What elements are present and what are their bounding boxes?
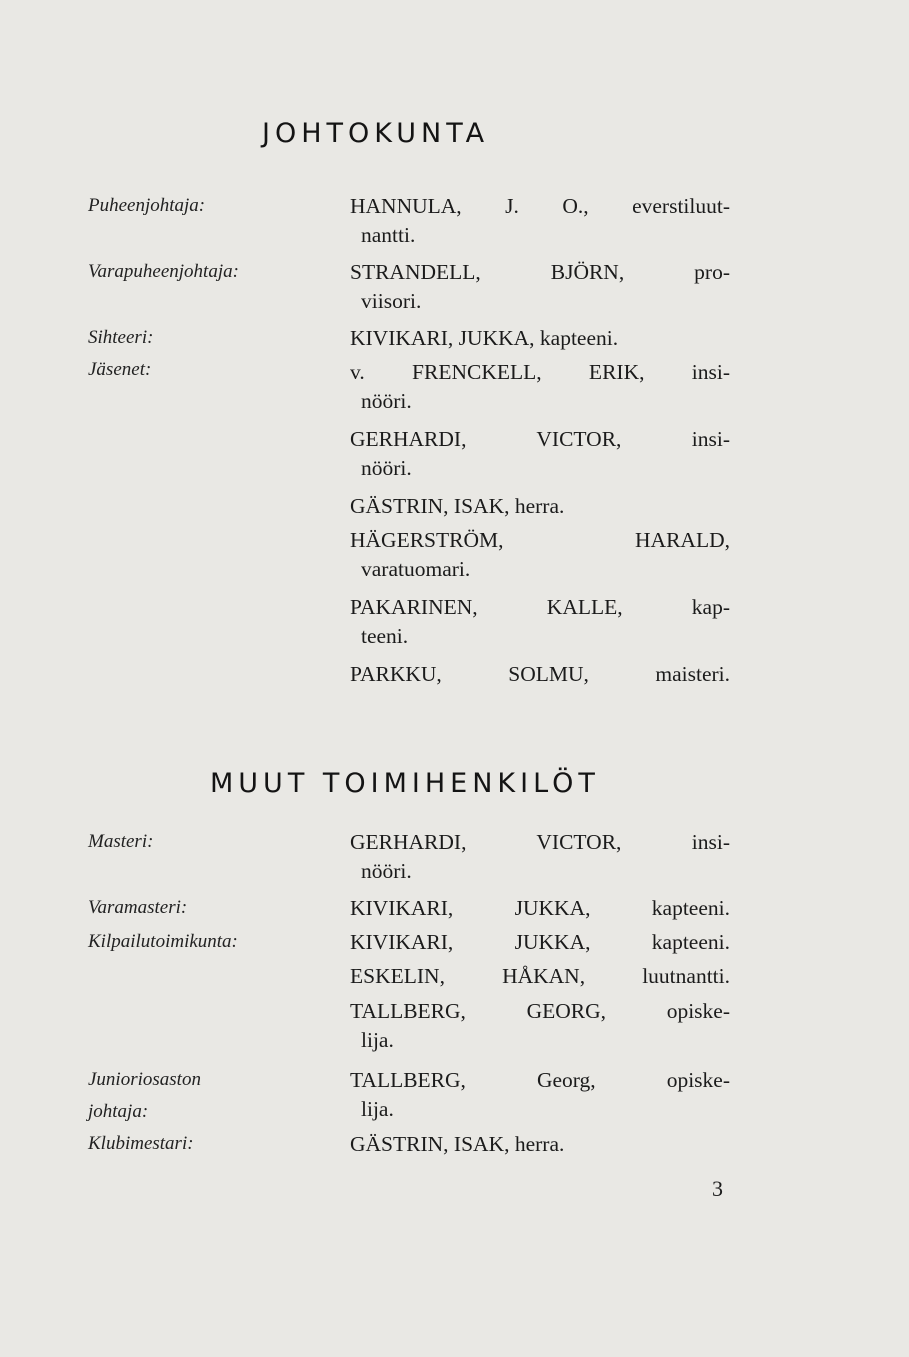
entry-vice-chair [350, 254, 730, 320]
entry-line: nantti. [361, 223, 416, 247]
entry-line: KIVIKARI, JUKKA, kapteeni. [350, 930, 730, 954]
entry-line: v. FRENCKELL, ERIK, insi- [350, 360, 730, 384]
entry-line: KIVIKARI, JUKKA, kapteeni. [350, 896, 730, 920]
entry-line: GERHARDI, VICTOR, insi- [350, 830, 730, 854]
entry-member [350, 421, 730, 487]
entry-line: nööri. [361, 456, 412, 480]
entry-line: GÄSTRIN, ISAK, herra. [350, 1132, 565, 1156]
entry-racing-committee [350, 924, 730, 961]
label-chair: Puheenjohtaja: [88, 195, 206, 216]
entry-line: GÄSTRIN, ISAK, herra. [350, 494, 565, 518]
entry-club-master [350, 1126, 730, 1163]
label-junior-leader: Junioriosaston [88, 1069, 201, 1090]
label-vice-master: Varamasteri: [88, 897, 188, 918]
entry-member [350, 522, 730, 588]
section-title-muut-toimihenkilot: MUUT TOIMIHENKILÖT [210, 768, 600, 799]
entry-master [350, 824, 730, 890]
entry-line: nööri. [361, 389, 412, 413]
entry-line: viisori. [361, 289, 422, 313]
entry-secretary [350, 320, 730, 357]
entry-line: lija. [361, 1097, 394, 1121]
label-junior-leader: johtaja: [88, 1101, 149, 1122]
label-members: Jäsenet: [88, 359, 152, 380]
entry-line: HANNULA, J. O., everstiluut- [350, 194, 730, 218]
entry-line: varatuomari. [361, 557, 471, 581]
entry-junior-leader [350, 1062, 730, 1128]
entry-line: HÄGERSTRÖM, HARALD, [350, 528, 730, 552]
entry-vice-master [350, 890, 730, 927]
entry-racing-committee [350, 993, 730, 1059]
entry-line: STRANDELL, BJÖRN, pro- [350, 260, 730, 284]
page-number: 3 [712, 1176, 723, 1201]
entry-line: nööri. [361, 859, 412, 883]
entry-line: PARKKU, SOLMU, maisteri. [350, 662, 730, 686]
entry-member [350, 354, 730, 420]
label-vice-chair: Varapuheenjohtaja: [88, 261, 239, 282]
entry-line: TALLBERG, GEORG, opiske- [350, 999, 730, 1023]
entry-line: teeni. [361, 624, 409, 648]
entry-member [350, 589, 730, 655]
label-master: Masteri: [88, 831, 154, 852]
section-title-johtokunta: JOHTOKUNTA [262, 118, 490, 149]
entry-member [350, 488, 730, 525]
entry-line: TALLBERG, Georg, opiske- [350, 1068, 730, 1092]
label-club-master: Klubimestari: [88, 1133, 194, 1154]
entry-racing-committee [350, 958, 730, 995]
entry-line: lija. [361, 1028, 394, 1052]
entry-member [350, 656, 730, 693]
entry-line: PAKARINEN, KALLE, kap- [350, 595, 730, 619]
entry-line: ESKELIN, HÅKAN, luutnantti. [350, 964, 730, 988]
label-secretary: Sihteeri: [88, 327, 154, 348]
entry-line: KIVIKARI, JUKKA, kapteeni. [350, 326, 619, 350]
entry-line: GERHARDI, VICTOR, insi- [350, 427, 730, 451]
label-racing-committee: Kilpailutoimikunta: [88, 931, 238, 952]
entry-chair [350, 188, 730, 254]
